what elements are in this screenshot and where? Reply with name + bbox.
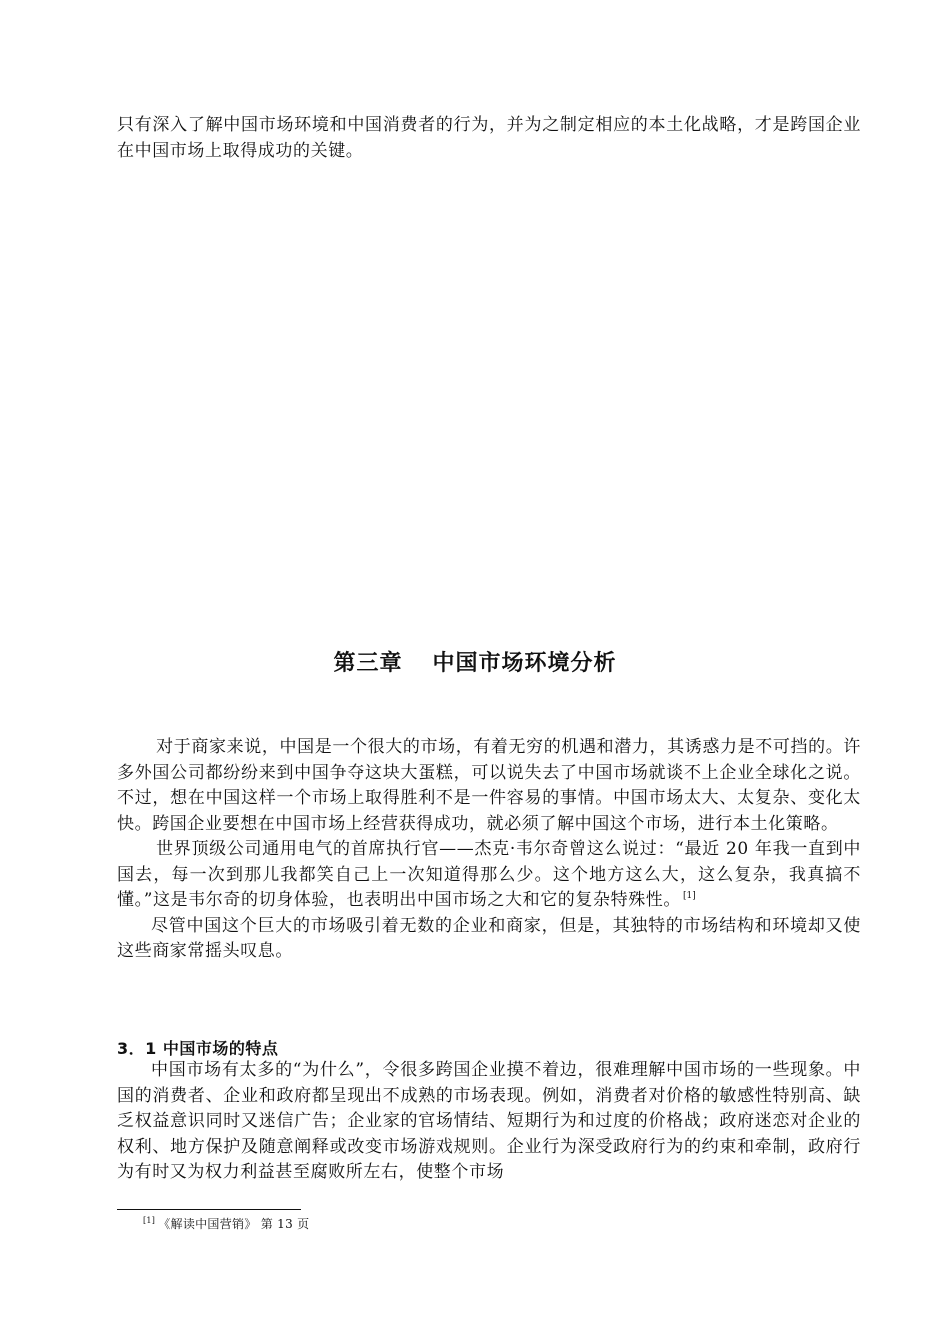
chapter-name: 中国市场环境分析 xyxy=(432,651,617,676)
footnote-marker: [1] xyxy=(143,1216,156,1225)
section-heading: 3．1 中国市场的特点 xyxy=(117,1039,279,1058)
footnote-divider xyxy=(117,1209,301,1210)
section-body xyxy=(117,1058,861,1186)
intro-paragraph-3: 尽管中国这个巨大的市场吸引着无数的企业和商家，但是，其独特的市场结构和环境却又使这些商家常摇头叹息。 xyxy=(117,915,861,961)
footnote-reference: [1] xyxy=(683,891,696,902)
paragraph-text: 只有深入了解中国市场环境和中国消费者的行为，并为之制定相应的本土化战略，才是跨国企业在中国市场上取得成功的关键。 xyxy=(117,115,861,161)
footnote xyxy=(143,1215,309,1232)
chapter-number: 第三章 xyxy=(333,651,403,676)
intro-paragraph-2 xyxy=(117,837,861,914)
intro-paragraph-1: 对于商家来说，中国是一个很大的市场，有着无穷的机遇和潜力，其诱惑力是不可挡的。许多外国公司都纷纷来到中国争夺这块大蛋糕，可以说失去了中国市场就谈不上企业全球化之说。不过，想在中国这样一个市场上取得胜利不是一件容易的事情。中国市场太大、太复杂、变化太快。跨国企业要想在中国市场上经营获得成功，就必须了解中国这个市场，进行本土化策略。 xyxy=(117,737,861,834)
section-paragraph-1: 中国市场有太多的“为什么”，令很多跨国企业摸不着边，很难理解中国市场的一些现象。中国的消费者、企业和政府都呈现出不成熟的市场表现。例如，消费者对价格的敏感性特别高、缺乏权益意识同时又迷信广告；企业家的官场情结、短期行为和过度的价格战；政府迷恋对企业的权利、地方保护及随意阐释或改变市场游戏规则。企业行为深受政府行为的约束和牵制，政府行为有时又为权力利益甚至腐败所左右，使整个市场 xyxy=(117,1060,861,1182)
intro-paragraph-2-text: 世界顶级公司通用电气的首席执行官——杰克·韦尔奇曾这么说过：“最近 20 年我一直到中国去，每一次到那儿我都笑自己上一次知道得那么少。这个地方这么大，这么复杂，我真搞不懂。”这是韦尔奇的切身体验，也表明出中国市场之大和它的复杂特殊性。 xyxy=(117,839,861,910)
continued-paragraph xyxy=(117,113,861,164)
chapter-intro xyxy=(117,735,861,965)
footnote-text: 《解读中国营销》 第 13 页 xyxy=(158,1217,310,1231)
chapter-title xyxy=(0,646,950,677)
